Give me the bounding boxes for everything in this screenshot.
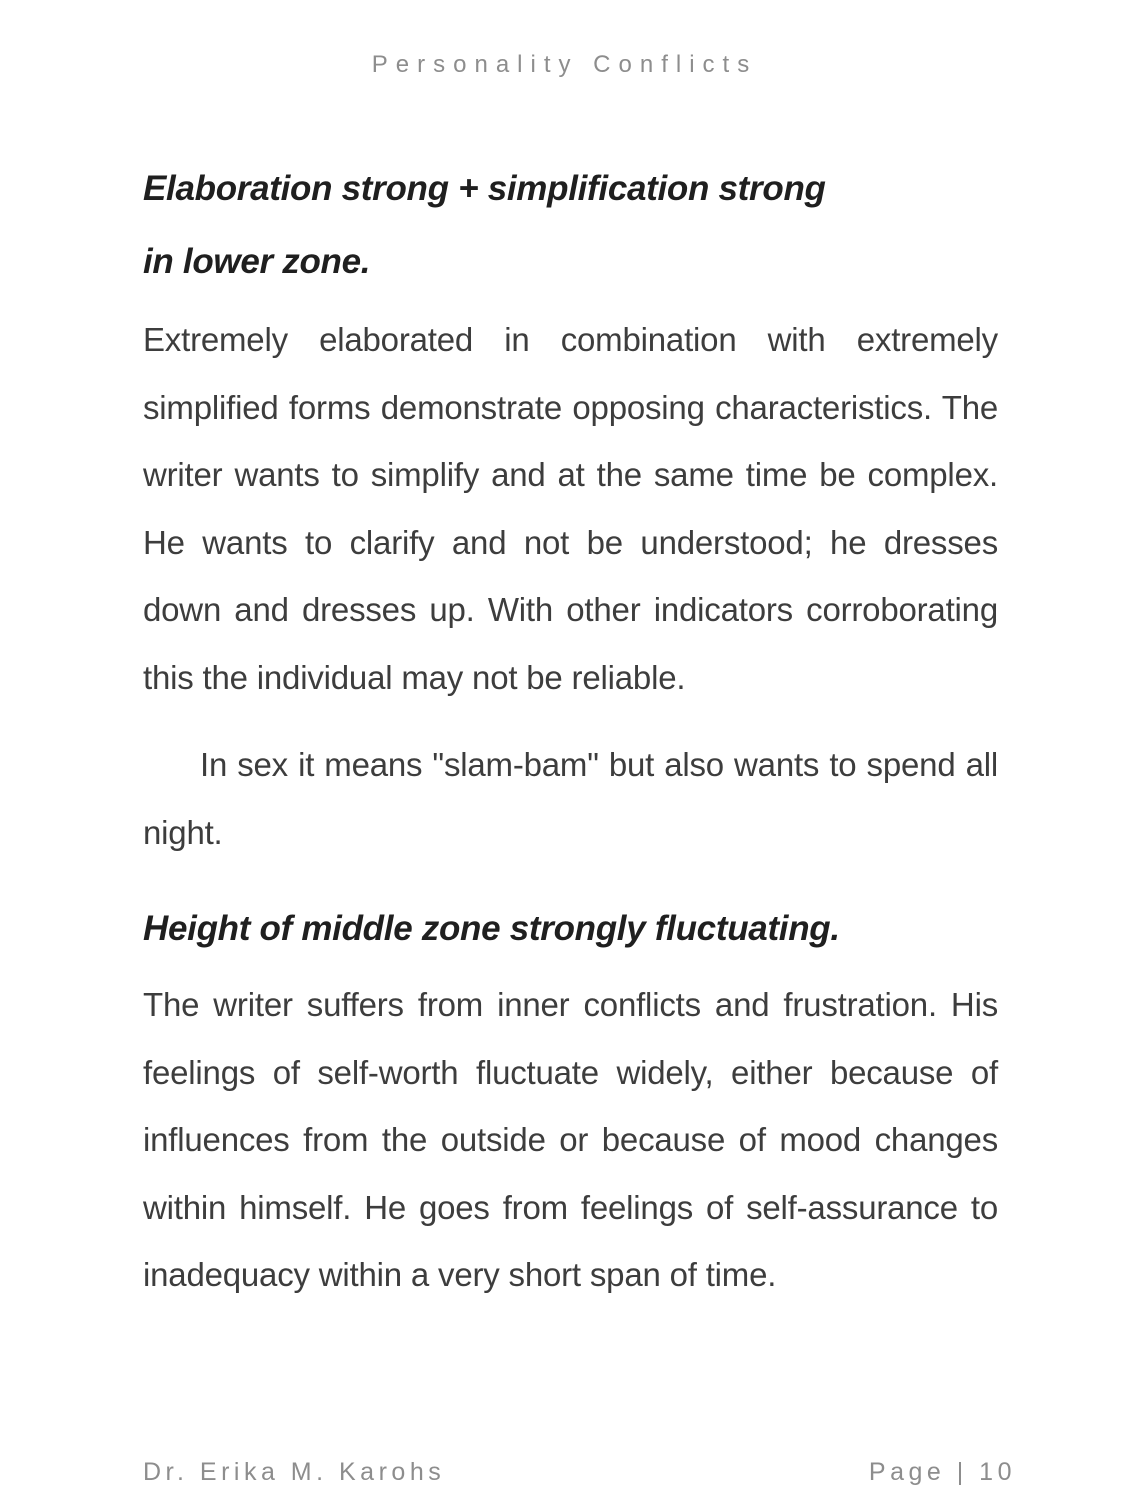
paragraph-elaboration-body: Extremely elaborated in combination with extremely simplified forms demonstrate opposing characteristics. The writer wants to simplify and at the same time be complex. He wants to clarify and not be understood; he dresses down and dresses up. With other indicators corroborating this the individual may not be reliable. (143, 321, 998, 696)
footer-page-number: Page | 10 (868, 1458, 1016, 1486)
paragraph-middle-zone-body: The writer suffers from inner conflicts and frustration. His feelings of self-worth fluctuate widely, either because of influences from the outside or because of mood changes within himself. He goes from feelings of self-assurance to inadequacy within a very short span of time. (143, 986, 998, 1293)
paragraph-elaboration-note: In sex it means "slam-bam" but also wants to spend all night. (143, 746, 998, 851)
section-heading-line: Height of middle zone strongly fluctuating. (143, 909, 840, 948)
section-heading-line: Elaboration strong + simplification strong (143, 169, 826, 208)
footer-author: Dr. Erika M. Karohs (143, 1458, 446, 1486)
page-content (143, 140, 998, 1309)
page-footer (143, 1458, 1016, 1487)
section-heading-middle-zone (143, 892, 998, 965)
section-heading-elaboration (143, 152, 998, 298)
section-heading-line: in lower zone. (143, 242, 371, 281)
running-header: Personality Conflicts (371, 51, 758, 78)
